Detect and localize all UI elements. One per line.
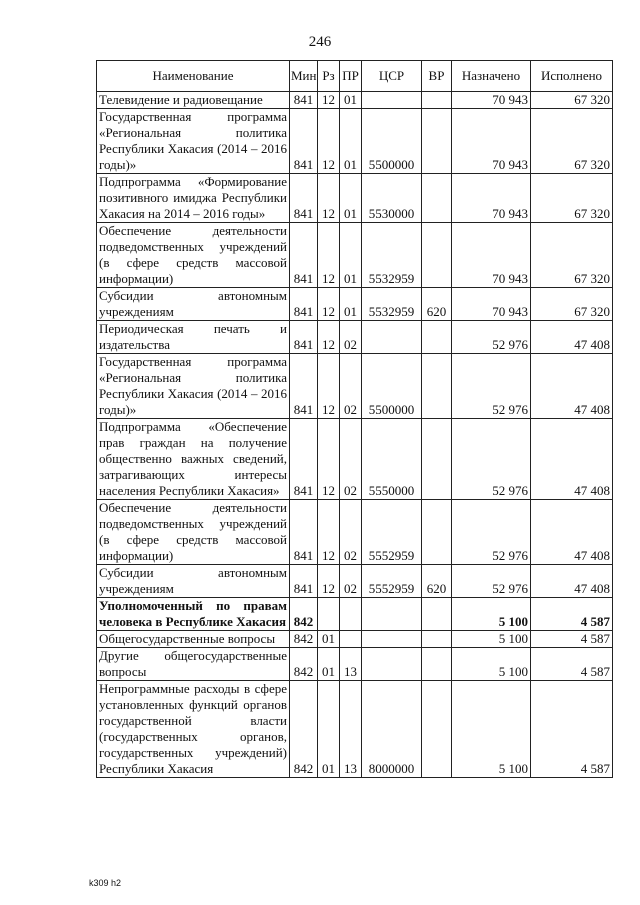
column-header-csr: ЦСР	[362, 61, 422, 92]
cell-executed: 67 320	[531, 288, 613, 321]
cell-csr	[362, 92, 422, 109]
cell-assigned: 70 943	[452, 174, 531, 223]
cell-name: Другие общегосударственные вопросы	[97, 648, 290, 681]
cell-vr	[422, 321, 452, 354]
cell-executed: 47 408	[531, 419, 613, 500]
cell-vr: 620	[422, 288, 452, 321]
cell-min: 841	[290, 174, 318, 223]
cell-pr: 13	[340, 681, 362, 778]
cell-executed: 47 408	[531, 321, 613, 354]
cell-assigned: 70 943	[452, 92, 531, 109]
cell-rz: 12	[318, 92, 340, 109]
cell-assigned: 52 976	[452, 354, 531, 419]
cell-rz: 12	[318, 419, 340, 500]
table-row	[97, 598, 613, 631]
cell-vr	[422, 174, 452, 223]
cell-min: 841	[290, 109, 318, 174]
cell-pr: 01	[340, 109, 362, 174]
table-row	[97, 223, 613, 288]
cell-vr	[422, 681, 452, 778]
cell-csr: 5532959	[362, 223, 422, 288]
column-header-min: Мин	[290, 61, 318, 92]
cell-min: 841	[290, 354, 318, 419]
cell-vr	[422, 223, 452, 288]
cell-pr: 02	[340, 321, 362, 354]
cell-pr: 01	[340, 288, 362, 321]
table-row	[97, 419, 613, 500]
cell-csr: 5500000	[362, 354, 422, 419]
column-header-name: Наименование	[97, 61, 290, 92]
table-row	[97, 92, 613, 109]
cell-rz: 12	[318, 223, 340, 288]
cell-name: Государственная программа «Региональная политика Республики Хакасия (2014 – 2016 годы)»	[97, 354, 290, 419]
cell-pr: 02	[340, 500, 362, 565]
cell-vr: 620	[422, 565, 452, 598]
table-row	[97, 648, 613, 681]
cell-min: 841	[290, 288, 318, 321]
cell-pr: 01	[340, 92, 362, 109]
cell-pr: 02	[340, 419, 362, 500]
cell-vr	[422, 109, 452, 174]
cell-vr	[422, 500, 452, 565]
cell-executed: 4 587	[531, 681, 613, 778]
cell-rz: 01	[318, 648, 340, 681]
cell-min: 842	[290, 631, 318, 648]
cell-name: Обеспечение деятельности подведомственных учреждений (в сфере средств массовой информации)	[97, 500, 290, 565]
cell-name: Уполномоченный по правам человека в Республике Хакасия	[97, 598, 290, 631]
cell-vr	[422, 354, 452, 419]
cell-rz	[318, 598, 340, 631]
cell-rz: 12	[318, 354, 340, 419]
cell-rz: 12	[318, 321, 340, 354]
cell-csr: 5552959	[362, 565, 422, 598]
cell-executed: 4 587	[531, 631, 613, 648]
cell-assigned: 52 976	[452, 500, 531, 565]
cell-csr: 8000000	[362, 681, 422, 778]
cell-name: Субсидии автономным учреждениям	[97, 565, 290, 598]
cell-pr: 01	[340, 223, 362, 288]
cell-name: Субсидии автономным учреждениям	[97, 288, 290, 321]
cell-min: 841	[290, 565, 318, 598]
cell-csr: 5530000	[362, 174, 422, 223]
budget-table	[96, 60, 613, 778]
table-body	[97, 92, 613, 778]
cell-name: Непрограммные расходы в сфере установленных функций органов государственной власти (государственных органов, государственных учреждений) Республики Хакасия	[97, 681, 290, 778]
column-header-assigned: Назначено	[452, 61, 531, 92]
table-row	[97, 321, 613, 354]
cell-assigned: 52 976	[452, 419, 531, 500]
cell-vr	[422, 598, 452, 631]
document-code: k309 h2	[89, 878, 122, 888]
table-row	[97, 109, 613, 174]
cell-csr	[362, 321, 422, 354]
cell-min: 841	[290, 321, 318, 354]
cell-name: Подпрограмма «Формирование позитивного имиджа Республики Хакасия на 2014 – 2016 годы»	[97, 174, 290, 223]
cell-csr	[362, 648, 422, 681]
cell-name: Общегосударственные вопросы	[97, 631, 290, 648]
cell-pr: 13	[340, 648, 362, 681]
column-header-pr: ПР	[340, 61, 362, 92]
cell-vr	[422, 419, 452, 500]
cell-name: Обеспечение деятельности подведомственных учреждений (в сфере средств массовой информации)	[97, 223, 290, 288]
cell-assigned: 52 976	[452, 321, 531, 354]
table-header-row	[97, 61, 613, 92]
cell-csr: 5532959	[362, 288, 422, 321]
cell-assigned: 5 100	[452, 681, 531, 778]
cell-pr: 02	[340, 565, 362, 598]
cell-min: 841	[290, 500, 318, 565]
page-number: 246	[308, 34, 332, 50]
cell-executed: 67 320	[531, 174, 613, 223]
cell-executed: 4 587	[531, 648, 613, 681]
cell-executed: 4 587	[531, 598, 613, 631]
cell-name: Подпрограмма «Обеспечение прав граждан на получение общественно важных сведений, затрагивающих интересы населения Республики Хакасия»	[97, 419, 290, 500]
cell-assigned: 52 976	[452, 565, 531, 598]
cell-pr	[340, 598, 362, 631]
cell-assigned: 70 943	[452, 223, 531, 288]
column-header-executed: Исполнено	[531, 61, 613, 92]
cell-rz: 12	[318, 500, 340, 565]
table-row	[97, 500, 613, 565]
cell-rz: 12	[318, 109, 340, 174]
cell-assigned: 70 943	[452, 109, 531, 174]
cell-csr: 5550000	[362, 419, 422, 500]
table-row	[97, 174, 613, 223]
table-row	[97, 565, 613, 598]
column-header-vr: ВР	[422, 61, 452, 92]
cell-vr	[422, 648, 452, 681]
cell-executed: 67 320	[531, 92, 613, 109]
cell-assigned: 5 100	[452, 598, 531, 631]
cell-executed: 47 408	[531, 565, 613, 598]
cell-min: 842	[290, 648, 318, 681]
table-row	[97, 631, 613, 648]
cell-csr	[362, 598, 422, 631]
column-header-rz: Рз	[318, 61, 340, 92]
cell-name: Государственная программа «Региональная политика Республики Хакасия (2014 – 2016 годы)»	[97, 109, 290, 174]
cell-rz: 12	[318, 174, 340, 223]
cell-name: Периодическая печать и издательства	[97, 321, 290, 354]
cell-pr	[340, 631, 362, 648]
table-row	[97, 354, 613, 419]
cell-assigned: 70 943	[452, 288, 531, 321]
cell-executed: 67 320	[531, 223, 613, 288]
cell-pr: 02	[340, 354, 362, 419]
cell-executed: 47 408	[531, 500, 613, 565]
table-row	[97, 681, 613, 778]
cell-min: 842	[290, 598, 318, 631]
cell-executed: 47 408	[531, 354, 613, 419]
cell-csr: 5500000	[362, 109, 422, 174]
cell-vr	[422, 631, 452, 648]
cell-rz: 12	[318, 565, 340, 598]
table-row	[97, 288, 613, 321]
cell-min: 841	[290, 419, 318, 500]
cell-executed: 67 320	[531, 109, 613, 174]
cell-csr: 5552959	[362, 500, 422, 565]
cell-rz: 12	[318, 288, 340, 321]
cell-min: 841	[290, 223, 318, 288]
cell-name: Телевидение и радиовещание	[97, 92, 290, 109]
cell-rz: 01	[318, 681, 340, 778]
cell-assigned: 5 100	[452, 631, 531, 648]
cell-min: 842	[290, 681, 318, 778]
cell-rz: 01	[318, 631, 340, 648]
cell-csr	[362, 631, 422, 648]
cell-vr	[422, 92, 452, 109]
cell-assigned: 5 100	[452, 648, 531, 681]
cell-min: 841	[290, 92, 318, 109]
cell-pr: 01	[340, 174, 362, 223]
